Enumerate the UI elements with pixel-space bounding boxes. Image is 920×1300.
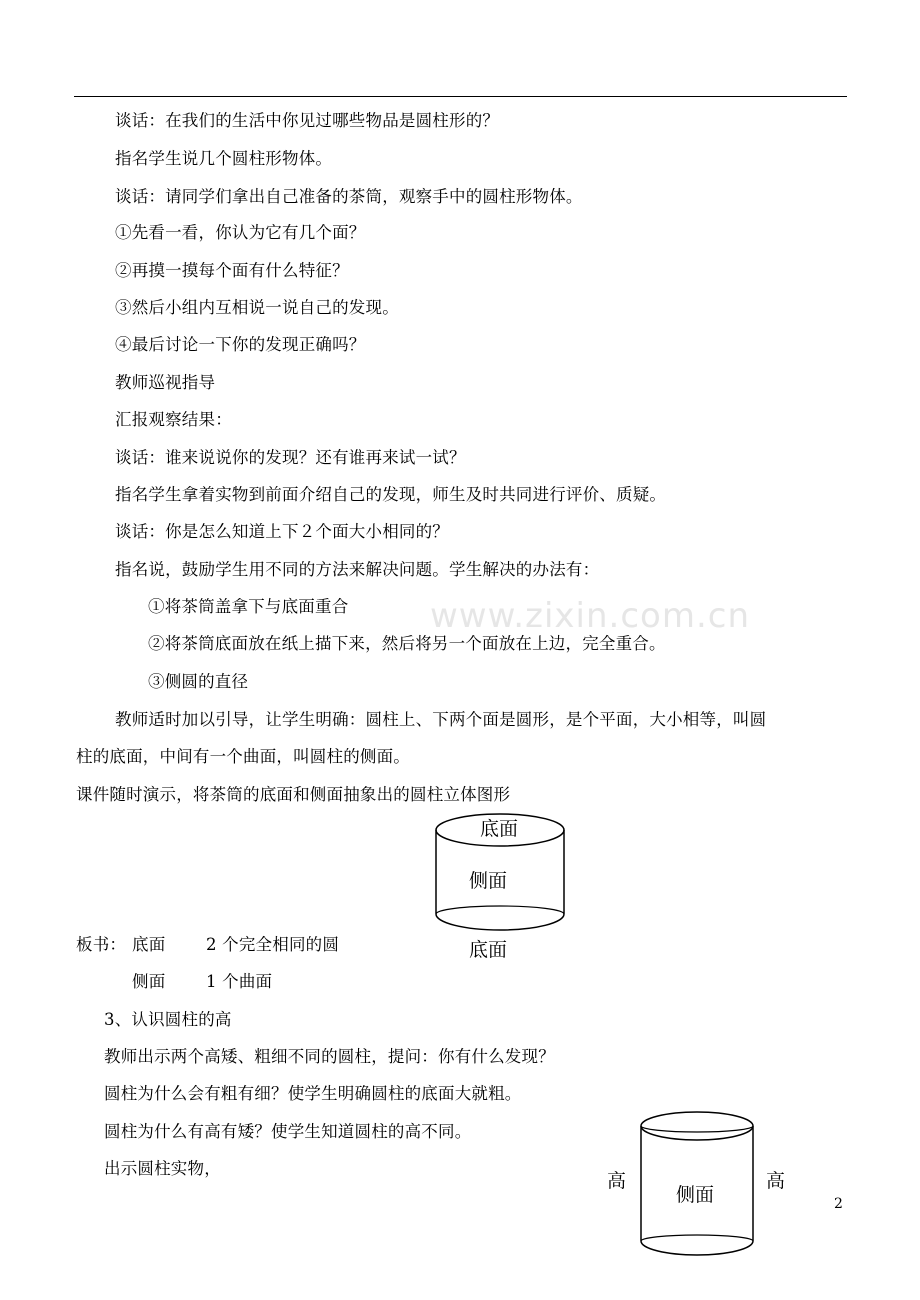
paragraph: 指名学生拿着实物到前面介绍自己的发现，师生及时共同进行评价、质疑。 — [115, 485, 667, 504]
cylinder1-side-label: 侧面 — [469, 870, 508, 892]
paragraph: ②再摸一摸每个面有什么特征？ — [115, 261, 349, 280]
cylinder2-side-label: 侧面 — [676, 1184, 715, 1206]
method-item: ③侧圆的直径 — [148, 672, 249, 691]
paragraph: 汇报观察结果： — [115, 410, 232, 429]
paragraph: ③然后小组内互相说一说自己的发现。 — [115, 298, 399, 317]
watermark: www.zixin.com.cn — [430, 596, 750, 636]
paragraph: 教师适时加以引导，让学生明确：圆柱上、下两个面是圆形，是个平面，大小相等，叫圆 — [115, 710, 767, 729]
height-label-right: 高 — [766, 1170, 786, 1192]
page-number: 2 — [834, 1196, 844, 1212]
method-item: ②将茶筒底面放在纸上描下来，然后将另一个面放在上边，完全重合。 — [148, 634, 666, 653]
paragraph: 指名学生说几个圆柱形物体。 — [115, 149, 333, 168]
paragraph: 谈话：谁来说说你的发现？还有谁再来试一试？ — [115, 448, 466, 467]
method-item: ①将茶筒盖拿下与底面重合 — [148, 597, 349, 616]
paragraph: 教师巡视指导 — [115, 373, 216, 392]
board-desc: 2 个完全相同的圆 — [206, 935, 340, 954]
paragraph: ④最后讨论一下你的发现正确吗？ — [115, 335, 366, 354]
paragraph: 课件随时演示，将茶筒的底面和侧面抽象出的圆柱立体图形 — [76, 785, 511, 804]
cylinder1-top-label: 底面 — [480, 818, 519, 840]
board-desc: 1 个曲面 — [206, 972, 273, 991]
board-term: 侧面 — [132, 972, 166, 991]
paragraph: 谈话：你是怎么知道上下２个面大小相同的？ — [115, 522, 449, 541]
board-prefix: 板书： — [76, 935, 127, 954]
paragraph: 出示圆柱实物， — [104, 1159, 221, 1178]
paragraph: ①先看一看，你认为它有几个面？ — [115, 223, 366, 242]
section-heading: 3、认识圆柱的高 — [104, 1010, 232, 1029]
cylinder1-bottom-label: 底面 — [469, 939, 508, 961]
paragraph: 指名说，鼓励学生用不同的方法来解决问题。学生解决的办法有： — [115, 560, 600, 579]
paragraph: 教师出示两个高矮、粗细不同的圆柱，提问：你有什么发现？ — [104, 1047, 555, 1066]
board-term: 底面 — [132, 935, 166, 954]
paragraph: 柱的底面，中间有一个曲面，叫圆柱的侧面。 — [76, 747, 410, 766]
height-label-left: 高 — [607, 1170, 627, 1192]
paragraph: 谈话：请同学们拿出自己准备的茶筒，观察手中的圆柱形物体。 — [115, 187, 583, 206]
paragraph: 谈话：在我们的生活中你见过哪些物品是圆柱形的？ — [115, 111, 500, 130]
paragraph: 圆柱为什么会有粗有细？使学生明确圆柱的底面大就粗。 — [104, 1084, 522, 1103]
header-rule — [74, 96, 847, 97]
paragraph: 圆柱为什么有高有矮？使学生知道圆柱的高不同。 — [104, 1122, 472, 1141]
